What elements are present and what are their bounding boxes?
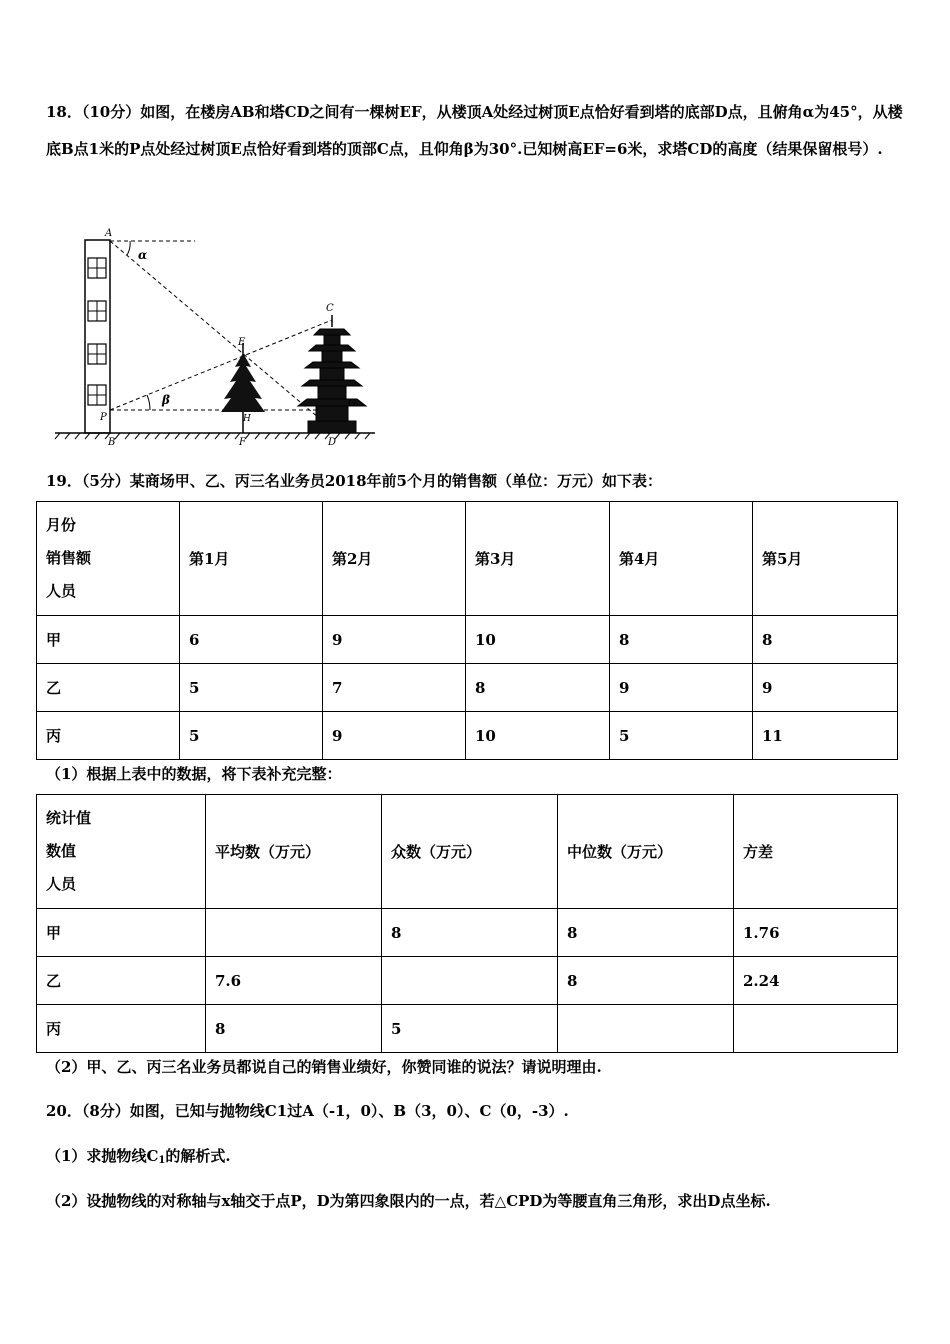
beta-arc [147, 395, 150, 410]
table-cell: 8 [382, 909, 558, 957]
stats-table-corner: 统计值 数值 人员 [37, 795, 206, 909]
table-cell: 7 [323, 664, 466, 712]
column-header: 众数（万元） [382, 795, 558, 909]
row-name: 丙 [37, 1005, 206, 1053]
q20-part2: （2）设抛物线的对称轴与x轴交于点P，D为第四象限内的一点，若△CPD为等腰直角三角形，求出D点坐标. [46, 1192, 771, 1210]
label-d: D [328, 437, 337, 448]
table-cell: 8 [206, 1005, 382, 1053]
table-cell [206, 909, 382, 957]
table-cell: 8 [466, 664, 610, 712]
table-row [37, 664, 898, 712]
table-cell: 9 [610, 664, 753, 712]
table-row [37, 616, 898, 664]
table-cell: 2.24 [734, 957, 898, 1005]
table-cell: 9 [323, 616, 466, 664]
row-name: 乙 [37, 664, 180, 712]
table-cell: 10 [466, 712, 610, 760]
column-header: 第1月 [180, 502, 323, 616]
q18-text: 18．（10分）如图，在楼房AB和塔CD之间有一棵树EF，从楼顶A处经过树顶E点恰好看到塔的底部D点，且俯角α为45°，从楼底B点1米的P点处经过树顶E点恰好看到塔的顶部C点，且仰角β为30°.已知树高EF=6米，求塔CD的高度（结果保留根号）. [46, 103, 903, 158]
label-a: A [105, 228, 113, 239]
table-cell: 9 [323, 712, 466, 760]
stats-table [36, 794, 898, 1053]
pagoda-cd [298, 315, 366, 433]
table-row [37, 1005, 898, 1053]
stats-table-header [37, 795, 898, 909]
table-cell: 8 [558, 957, 734, 1005]
table-cell: 5 [610, 712, 753, 760]
table-cell: 10 [466, 616, 610, 664]
table-cell: 6 [180, 616, 323, 664]
building-ab [85, 240, 110, 433]
table-cell: 8 [558, 909, 734, 957]
column-header: 第2月 [323, 502, 466, 616]
table-cell [734, 1005, 898, 1053]
label-c: C [326, 303, 334, 314]
table-cell: 5 [382, 1005, 558, 1053]
column-header: 第3月 [466, 502, 610, 616]
table-cell: 9 [753, 664, 898, 712]
sales-table [36, 501, 898, 760]
table-row [37, 909, 898, 957]
sales-table-header [37, 502, 898, 616]
table-cell [382, 957, 558, 1005]
table-cell: 7.6 [206, 957, 382, 1005]
row-name: 甲 [37, 909, 206, 957]
row-name: 丙 [37, 712, 180, 760]
table-row [37, 957, 898, 1005]
label-b: B [108, 437, 116, 448]
table-row [37, 712, 898, 760]
q18-figure [50, 225, 380, 450]
column-header: 第5月 [753, 502, 898, 616]
label-alpha: α [138, 248, 148, 262]
table-cell: 8 [753, 616, 898, 664]
label-p: P [100, 412, 107, 423]
row-name: 乙 [37, 957, 206, 1005]
table-cell [558, 1005, 734, 1053]
table-cell: 11 [753, 712, 898, 760]
ground [55, 433, 375, 439]
q19-intro: 19．（5分）某商场甲、乙、丙三名业务员2018年前5个月的销售额（单位：万元）如下表： [46, 472, 662, 490]
label-beta: β [162, 393, 170, 407]
table-cell: 1.76 [734, 909, 898, 957]
row-name: 甲 [37, 616, 180, 664]
label-h: H [243, 414, 251, 424]
label-g: G [348, 398, 356, 409]
q20-part1: （1）求抛物线C1的解析式. [46, 1147, 231, 1166]
q20-intro: 20．（8分）如图，已知与抛物线C1过A（-1，0）、B（3，0）、C（0，-3）. [46, 1102, 569, 1120]
column-header: 方差 [734, 795, 898, 909]
alpha-arc [127, 241, 130, 255]
label-e: E [238, 337, 246, 348]
label-f: F [239, 437, 246, 448]
sales-table-corner: 月份 销售额 人员 [37, 502, 180, 616]
table-cell: 5 [180, 664, 323, 712]
q19-part1: （1）根据上表中的数据，将下表补充完整： [46, 765, 342, 783]
table-cell: 8 [610, 616, 753, 664]
column-header: 中位数（万元） [558, 795, 734, 909]
q19-part2: （2）甲、乙、丙三名业务员都说自己的销售业绩好，你赞同谁的说法？请说明理由. [46, 1058, 602, 1076]
column-header: 第4月 [610, 502, 753, 616]
table-cell: 5 [180, 712, 323, 760]
column-header: 平均数（万元） [206, 795, 382, 909]
